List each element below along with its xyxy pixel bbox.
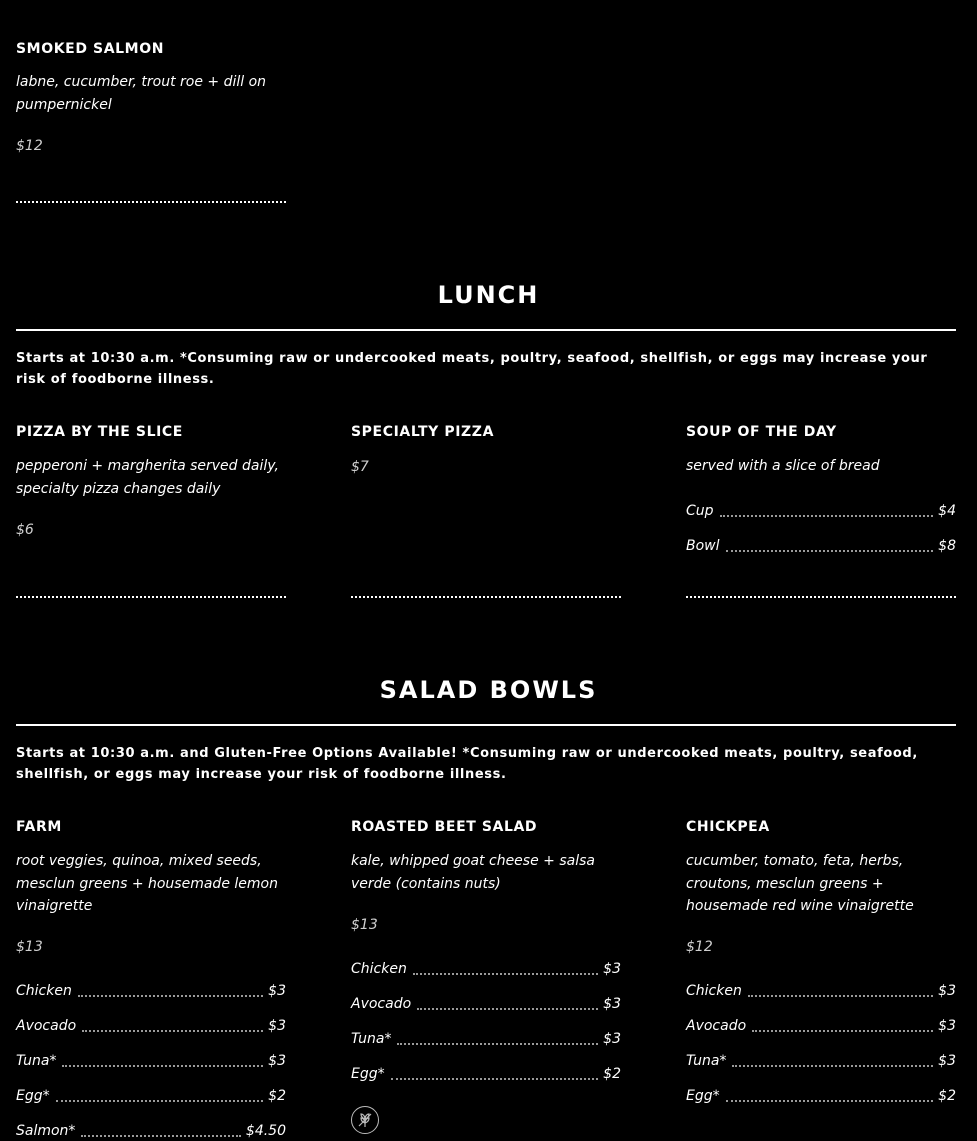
roasted-beet-price: $13	[351, 917, 378, 933]
option-label: Bowl	[686, 538, 720, 554]
addon-row	[351, 1031, 621, 1047]
addon-row	[16, 1053, 286, 1069]
addon-row	[686, 983, 956, 999]
addon-label: Avocado	[16, 1018, 77, 1034]
wheat-leaf-icon	[351, 1106, 379, 1134]
item-divider	[351, 596, 621, 598]
leader-dots	[726, 550, 934, 552]
roasted-beet-description: kale, whipped goat cheese + salsa verde (contains nuts)	[351, 853, 595, 892]
addon-row	[16, 983, 286, 999]
lunch-notice: Starts at 10:30 a.m. *Consuming raw or undercooked meats, poultry, seafood, shellfish, or eggs may increase your risk of foodborne illness.	[16, 351, 928, 387]
leader-dots	[752, 1030, 933, 1032]
section-rule	[16, 329, 956, 331]
leader-dots	[413, 973, 598, 975]
addon-label: Egg*	[351, 1066, 385, 1082]
addon-label: Chicken	[686, 983, 742, 999]
specialty-pizza-title: SPECIALTY PIZZA	[351, 424, 494, 440]
leader-dots	[748, 995, 933, 997]
pizza-slice-title: PIZZA BY THE SLICE	[16, 424, 183, 440]
wheat-leaf-icon-glyph	[356, 1111, 374, 1129]
chickpea-title: CHICKPEA	[686, 819, 770, 835]
leader-dots	[82, 1030, 263, 1032]
farm-description: root veggies, quinoa, mixed seeds, mesclun greens + housemade lemon vinaigrette	[16, 853, 278, 914]
salad-bowls-heading: SALAD BOWLS	[379, 676, 598, 704]
addon-row	[686, 1088, 956, 1104]
section-rule	[16, 724, 956, 726]
addon-row	[351, 996, 621, 1012]
smoked-salmon-title: SMOKED SALMON	[16, 41, 165, 57]
addon-label: Avocado	[351, 996, 412, 1012]
leader-dots	[720, 515, 934, 517]
addon-price: $2	[938, 1088, 956, 1104]
leader-dots	[62, 1065, 263, 1067]
leader-dots	[732, 1065, 933, 1067]
addon-row	[686, 1018, 956, 1034]
soup-title: SOUP OF THE DAY	[686, 424, 837, 440]
addon-row	[686, 1053, 956, 1069]
option-price: $8	[938, 538, 956, 554]
addon-label: Chicken	[351, 961, 407, 977]
chickpea-price: $12	[686, 939, 713, 955]
addon-price: $3	[938, 1018, 956, 1034]
addon-row	[351, 1066, 621, 1082]
chickpea-description: cucumber, tomato, feta, herbs, croutons, mesclun greens + housemade red wine vinaigrette	[686, 853, 914, 914]
leader-dots	[397, 1043, 598, 1045]
addon-label: Egg*	[686, 1088, 720, 1104]
leader-dots	[726, 1100, 934, 1102]
addon-price: $3	[603, 961, 621, 977]
salad-notice: Starts at 10:30 a.m. and Gluten-Free Options Available! *Consuming raw or undercooked meats, poultry, seafood, shellfish, or eggs may increase your risk of foodborne illness.	[16, 746, 918, 782]
addon-row	[351, 961, 621, 977]
soup-option-row	[686, 538, 956, 554]
addon-price: $3	[268, 983, 286, 999]
leader-dots	[81, 1135, 240, 1137]
soup-description: served with a slice of bread	[686, 458, 880, 474]
addon-label: Avocado	[686, 1018, 747, 1034]
addon-price: $3	[268, 1053, 286, 1069]
option-label: Cup	[686, 503, 714, 519]
addon-row	[16, 1018, 286, 1034]
addon-label: Salmon*	[16, 1123, 76, 1139]
addon-label: Tuna*	[16, 1053, 57, 1069]
addon-price: $2	[603, 1066, 621, 1082]
leader-dots	[78, 995, 263, 997]
smoked-salmon-price: $12	[16, 138, 43, 154]
addon-price: $2	[268, 1088, 286, 1104]
farm-title: FARM	[16, 819, 62, 835]
specialty-pizza-price: $7	[351, 459, 369, 475]
addon-price: $3	[603, 996, 621, 1012]
item-divider	[686, 596, 956, 598]
roasted-beet-title: ROASTED BEET SALAD	[351, 819, 538, 835]
addon-price: $3	[603, 1031, 621, 1047]
addon-label: Chicken	[16, 983, 72, 999]
leader-dots	[391, 1078, 599, 1080]
leader-dots	[56, 1100, 264, 1102]
addon-price: $3	[268, 1018, 286, 1034]
item-divider	[16, 201, 286, 203]
addon-label: Egg*	[16, 1088, 50, 1104]
farm-price: $13	[16, 939, 43, 955]
addon-label: Tuna*	[351, 1031, 392, 1047]
pizza-slice-price: $6	[16, 522, 34, 538]
option-price: $4	[938, 503, 956, 519]
smoked-salmon-description: labne, cucumber, trout roe + dill on pumpernickel	[16, 74, 267, 113]
addon-row	[16, 1123, 286, 1139]
addon-label: Tuna*	[686, 1053, 727, 1069]
addon-row	[16, 1088, 286, 1104]
leader-dots	[417, 1008, 598, 1010]
lunch-heading: LUNCH	[437, 281, 540, 309]
addon-price: $4.50	[245, 1123, 286, 1139]
addon-price: $3	[938, 1053, 956, 1069]
pizza-slice-description: pepperoni + margherita served daily, specialty pizza changes daily	[16, 458, 279, 497]
item-divider	[16, 596, 286, 598]
soup-option-row	[686, 503, 956, 519]
addon-price: $3	[938, 983, 956, 999]
